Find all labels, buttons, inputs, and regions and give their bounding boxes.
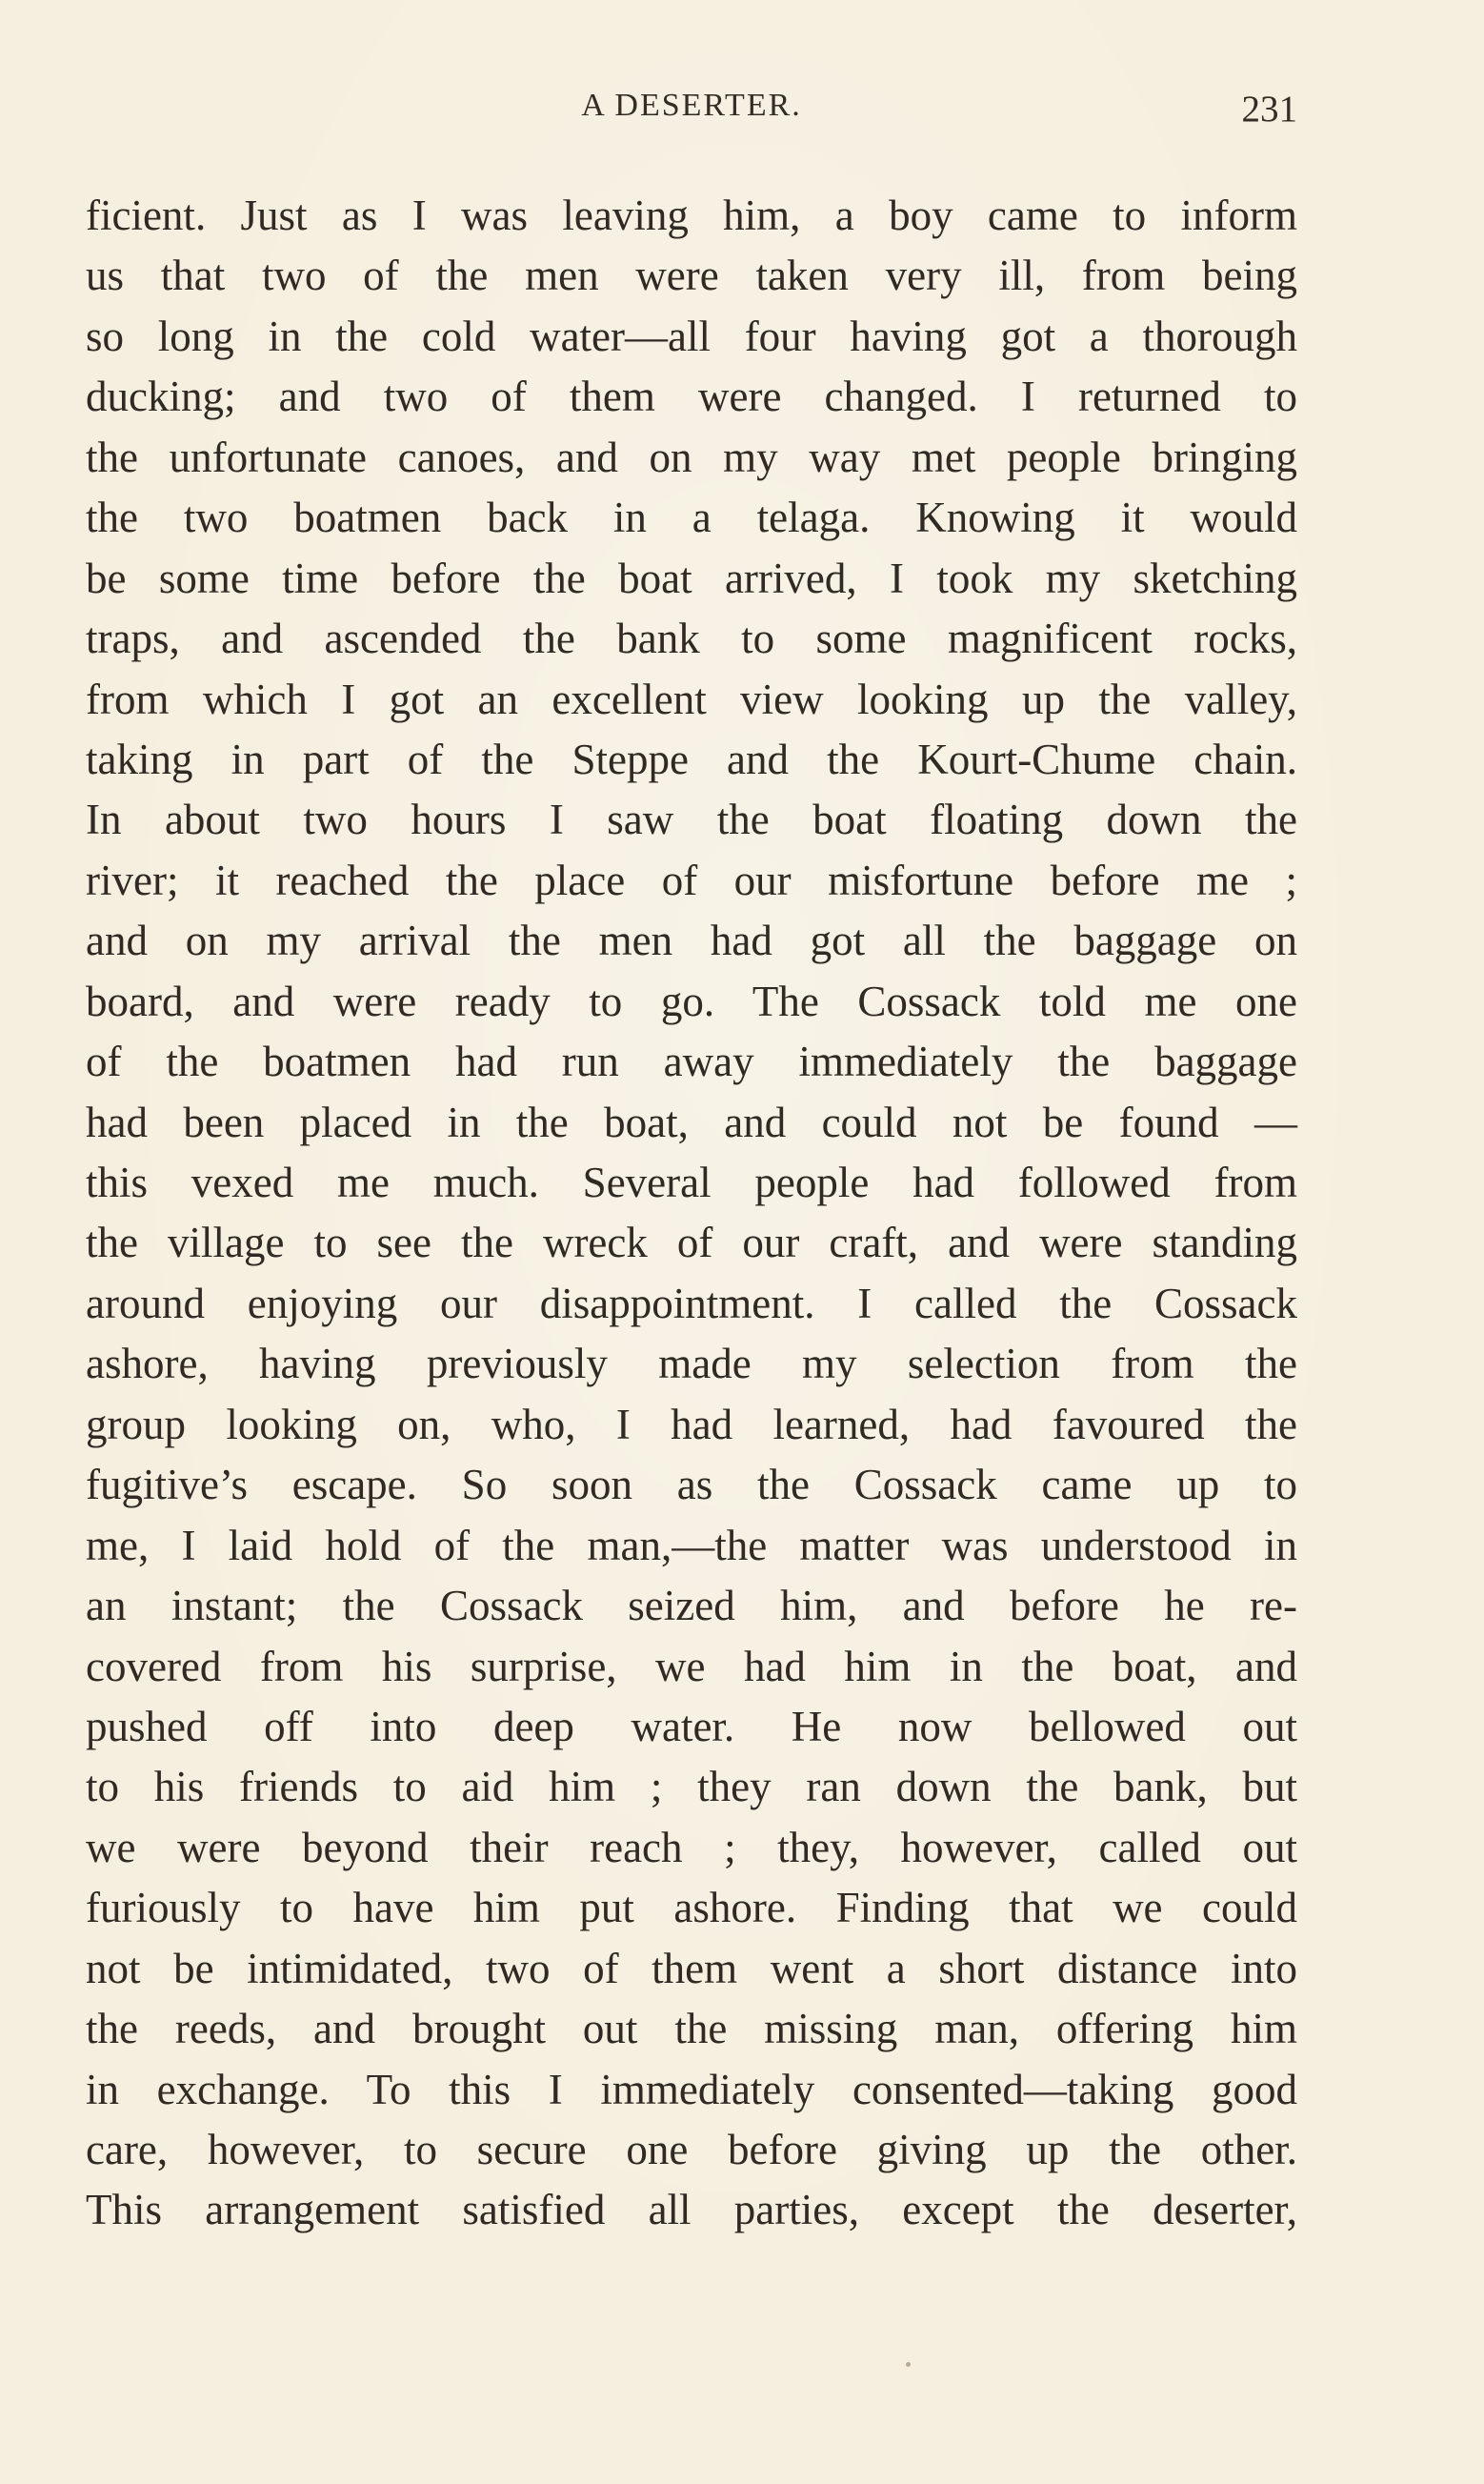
text-line: river; it reached the place of our misfortune before me ; [86, 856, 1297, 904]
text-line: covered from his surprise, we had him in the boat, and [86, 1642, 1297, 1690]
page-header [86, 88, 1297, 135]
text-line: and on my arrival the men had got all the baggage on [86, 917, 1297, 965]
text-line: pushed off into deep water. He now bellowed out [86, 1702, 1297, 1750]
text-line: us that two of the men were taken very ill, from being [86, 252, 1297, 300]
text-line: This arrangement satisfied all parties, except the deserter, [86, 2186, 1297, 2234]
text-line: furiously to have him put ashore. Finding that we could [86, 1884, 1297, 1932]
body-text [86, 186, 1297, 2241]
text-line: the reeds, and brought out the missing man, offering him [86, 2005, 1297, 2053]
text-line: of the boatmen had run away immediately the baggage [86, 1038, 1297, 1086]
text-line: be some time before the boat arrived, I took my sketching [86, 554, 1297, 602]
text-line: not be intimidated, two of them went a short distance into [86, 1944, 1297, 1992]
text-line: the unfortunate canoes, and on my way met people bringing [86, 433, 1297, 481]
text-line: ficient. Just as I was leaving him, a boy came to inform [86, 192, 1297, 239]
text-line: group looking on, who, I had learned, had favoured the [86, 1400, 1297, 1448]
text-line: so long in the cold water—all four having got a thorough [86, 312, 1297, 360]
text-line: me, I laid hold of the man,—the matter was understood in [86, 1521, 1297, 1569]
text-line: to his friends to aid him ; they ran down the bank, but [86, 1763, 1297, 1811]
text-line: an instant; the Cossack seized him, and before he re- [86, 1582, 1297, 1630]
text-line: this vexed me much. Several people had followed from [86, 1159, 1297, 1206]
text-line: ducking; and two of them were changed. I returned to [86, 373, 1297, 421]
text-line: around enjoying our disappointment. I called the Cossack [86, 1279, 1297, 1327]
page-number: 231 [1241, 89, 1297, 130]
text-line: from which I got an excellent view looking up the valley, [86, 675, 1297, 723]
text-line: the village to see the wreck of our craft, and were standing [86, 1219, 1297, 1267]
text-line: ashore, having previously made my selection from the [86, 1340, 1297, 1388]
paper-speck [906, 2362, 911, 2367]
text-line: traps, and ascended the bank to some magnificent rocks, [86, 615, 1297, 663]
text-line: care, however, to secure one before giving up the other. [86, 2126, 1297, 2173]
text-line: fugitive’s escape. So soon as the Cossack came up to [86, 1461, 1297, 1509]
text-line: In about two hours I saw the boat floating down the [86, 796, 1297, 844]
running-title: A DESERTER. [581, 88, 802, 123]
text-line: had been placed in the boat, and could not be found — [86, 1098, 1297, 1146]
text-line: in exchange. To this I immediately consented—taking good [86, 2065, 1297, 2113]
text-line: we were beyond their reach ; they, however, called out [86, 1823, 1297, 1871]
text-line: the two boatmen back in a telaga. Knowing it would [86, 494, 1297, 542]
text-line: board, and were ready to go. The Cossack told me one [86, 977, 1297, 1025]
text-line: taking in part of the Steppe and the Kourt-Chume chain. [86, 735, 1297, 783]
